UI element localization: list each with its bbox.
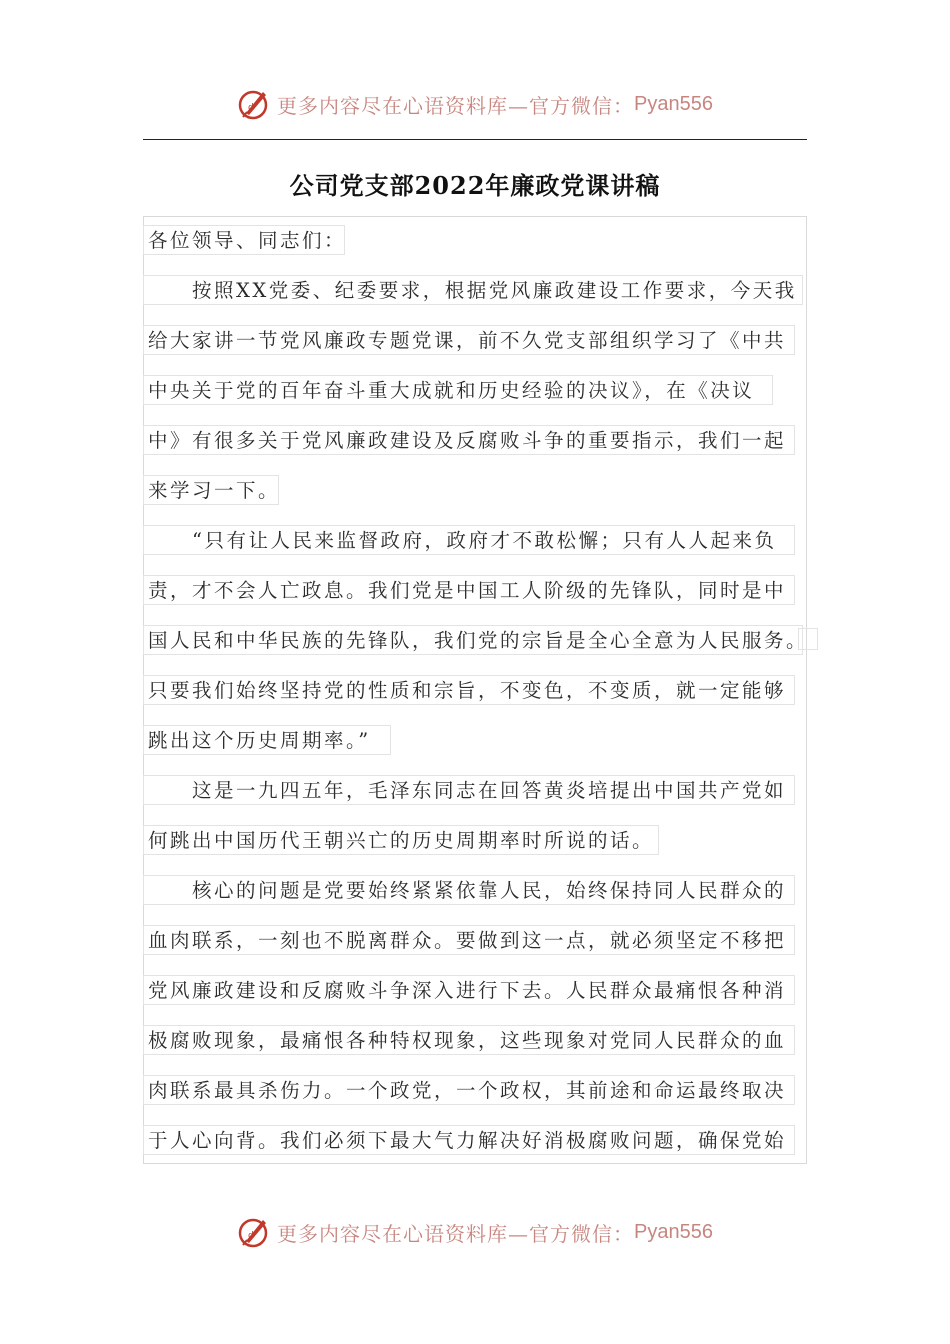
body-line: 核心的问题是党要始终紧紧依靠人民，始终保持同人民群众的 — [143, 875, 795, 905]
body-line: 这是一九四五年，毛泽东同志在回答黄炎培提出中国共产党如 — [143, 775, 795, 805]
body-line: 中》有很多关于党风廉政建设及反腐败斗争的重要指示，我们一起 — [143, 425, 795, 455]
watermark-banner-top — [0, 84, 950, 124]
body-line: 中央关于党的百年奋斗重大成就和历史经验的决议》，在《决议 — [143, 375, 773, 405]
svg-text:d: d — [248, 103, 254, 113]
body-line: 各位领导、同志们： — [143, 225, 345, 255]
body-line: 肉联系最具杀伤力。一个政党，一个政权，其前途和命运最终取决 — [143, 1075, 795, 1105]
quill-logo-icon — [237, 87, 271, 121]
document-title: 公司党支部2022年廉政党课讲稿 — [289, 171, 661, 200]
body-line: 给大家讲一节党风廉政专题党课，前不久党支部组织学习了《中共 — [143, 325, 795, 355]
watermark-banner-bottom — [0, 1212, 950, 1252]
body-line: 责，才不会人亡政息。我们党是中国工人阶级的先锋队，同时是中 — [143, 575, 795, 605]
body-line: 血肉联系，一刻也不脱离群众。要做到这一点，就必须坚定不移把 — [143, 925, 795, 955]
body-line: 党风廉政建设和反腐败斗争深入进行下去。人民群众最痛恨各种消 — [143, 975, 795, 1005]
header-divider — [143, 139, 807, 140]
body-line: 只要我们始终坚持党的性质和宗旨，不变色，不变质，就一定能够 — [143, 675, 795, 705]
body-line: 按照XX党委、纪委要求，根据党风廉政建设工作要求，今天我 — [143, 275, 803, 305]
watermark-text: 更多内容尽在心语资料库—官方微信： — [277, 93, 635, 118]
quill-logo-icon — [237, 1215, 271, 1249]
body-line: 极腐败现象，最痛恨各种特权现象，这些现象对党同人民群众的血 — [143, 1025, 795, 1055]
watermark-text: 更多内容尽在心语资料库—官方微信： — [277, 1221, 635, 1246]
body-line: 来学习一下。 — [143, 475, 279, 505]
wechat-id: Pyan556 — [634, 92, 713, 115]
body-line: 于人心向背。我们必须下最大气力解决好消极腐败问题，确保党始 — [143, 1125, 795, 1155]
svg-text:d: d — [248, 1231, 254, 1241]
body-line: 何跳出中国历代王朝兴亡的历史周期率时所说的话。 — [143, 825, 659, 855]
body-line: 跳出这个历史周期率。” — [143, 725, 391, 755]
body-line: “只有让人民来监督政府，政府才不敢松懈；只有人人起来负 — [143, 525, 795, 555]
overflow-marker — [798, 628, 818, 650]
wechat-id: Pyan556 — [634, 1220, 713, 1243]
body-line: 国人民和中华民族的先锋队，我们党的宗旨是全心全意为人民服务。 — [143, 625, 803, 655]
